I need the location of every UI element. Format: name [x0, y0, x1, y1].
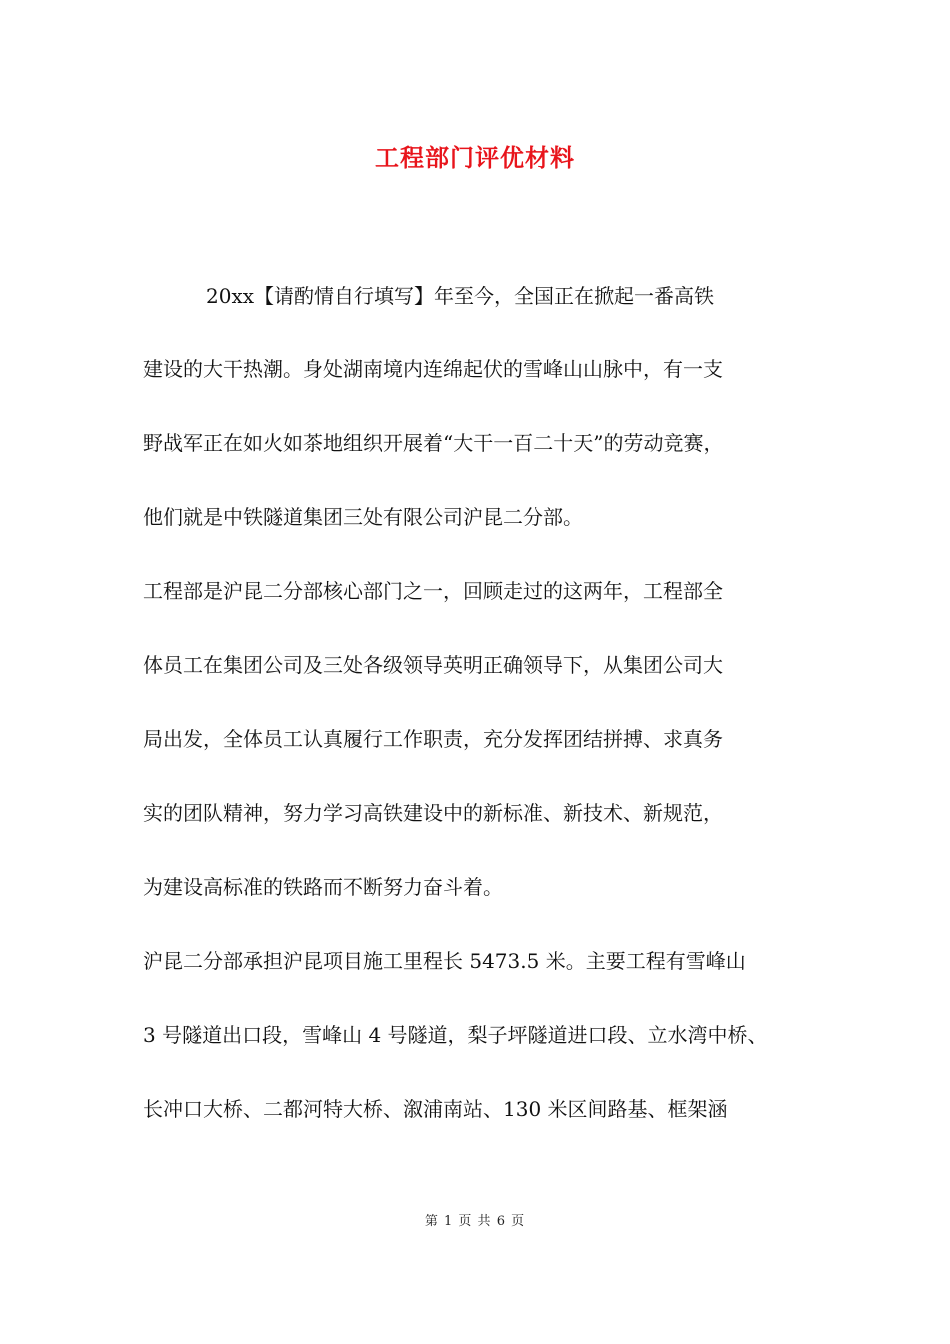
- paragraph-line-10: 沪昆二分部承担沪昆项目施工里程长 5473.5 米。主要工程有雪峰山: [143, 949, 746, 973]
- paragraph-line-9: 为建设高标准的铁路而不断努力奋斗着。: [143, 875, 503, 899]
- paragraph-line-1: 20xx【请酌情自行填写】年至今，全国正在掀起一番高铁: [206, 284, 715, 308]
- paragraph-line-11: 3 号隧道出口段，雪峰山 4 号隧道，梨子坪隧道进口段、立水湾中桥、: [143, 1023, 768, 1047]
- paragraph-line-3: 野战军正在如火如茶地组织开展着“大干一百二十天”的劳动竞赛，: [143, 431, 724, 455]
- paragraph-line-5: 工程部是沪昆二分部核心部门之一，回顾走过的这两年，工程部全: [143, 579, 723, 603]
- paragraph-line-2: 建设的大干热潮。身处湖南境内连绵起伏的雪峰山山脉中，有一支: [143, 357, 723, 381]
- page-footer: 第 1 页 共 6 页: [424, 1214, 526, 1229]
- paragraph-line-7: 局出发，全体员工认真履行工作职责，充分发挥团结拼搏、求真务: [143, 727, 723, 751]
- paragraph-line-12: 长冲口大桥、二都河特大桥、溆浦南站、130 米区间路基、框架涵: [143, 1097, 728, 1121]
- paragraph-line-6: 体员工在集团公司及三处各级领导英明正确领导下，从集团公司大: [143, 653, 723, 677]
- paragraph-line-8: 实的团队精神，努力学习高铁建设中的新标准、新技术、新规范，: [143, 801, 723, 825]
- paragraph-line-4: 他们就是中铁隧道集团三处有限公司沪昆二分部。: [143, 505, 583, 529]
- document-title: 工程部门评优材料: [375, 143, 575, 172]
